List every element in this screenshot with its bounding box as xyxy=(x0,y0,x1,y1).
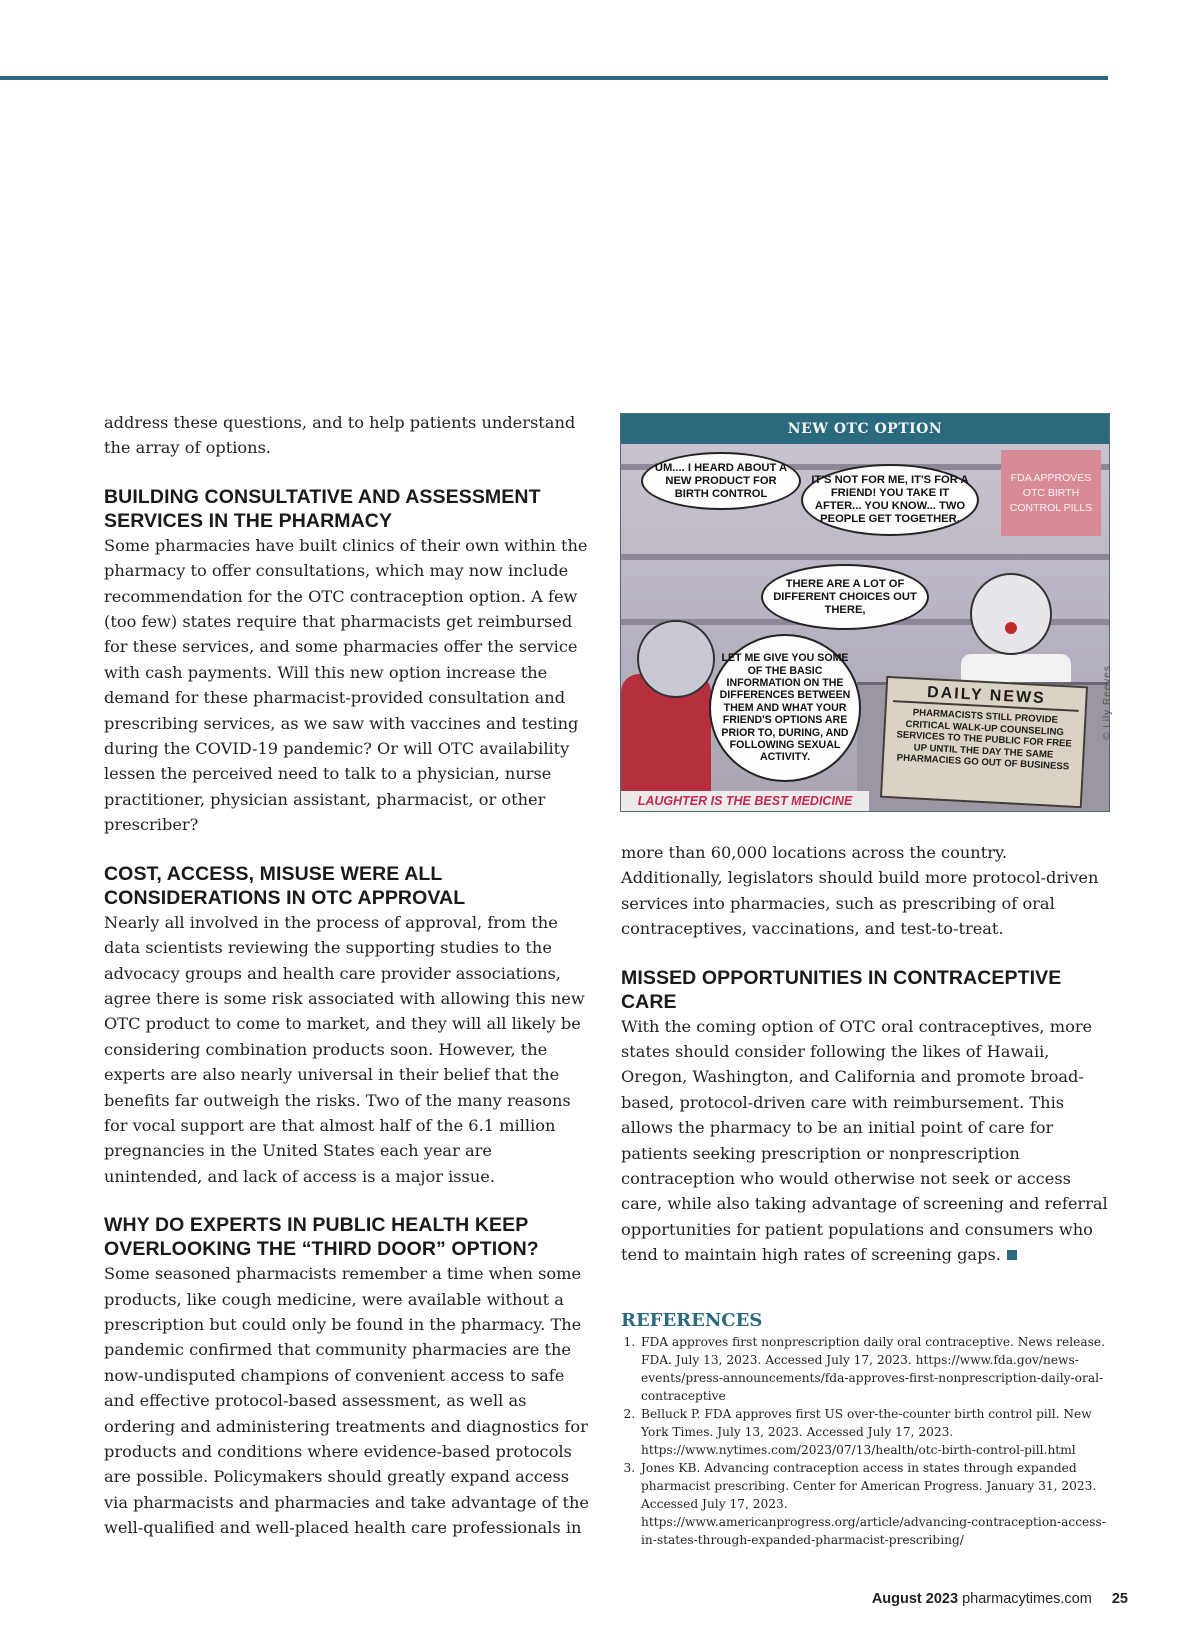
newspaper xyxy=(880,676,1088,808)
left-column xyxy=(104,410,591,1541)
footer-site: pharmacytimes.com xyxy=(962,1591,1092,1607)
end-of-article-mark xyxy=(1007,1250,1017,1260)
page-number: 25 xyxy=(1111,1591,1128,1607)
newspaper-text: PHARMACISTS STILL PROVIDE CRITICAL WALK-UP COUNSELING SERVICES TO THE PUBLIC FOR FREE UP UNTIL THE DAY THE SAME PHARMACIES GO OUT OF BUSINESS xyxy=(896,707,1073,773)
section-heading-third-door: WHY DO EXPERTS IN PUBLIC HEALTH KEEP OVERLOOKING THE “THIRD DOOR” OPTION? xyxy=(104,1214,539,1261)
section-body-missed-opportunities xyxy=(621,1014,1108,1268)
section-body-third-door: Some seasoned pharmacists remember a time when some products, like cough medicine, were available without a prescription but could only be found in the pharmacy. The pandemic confirmed that community pharmacies are the now-undisputed champions of convenient access to safe and effective protocol-based assessment, as well as ordering and administering treatments and diagnostics for products and conditions where evidence-based protocols are possible. Policymakers should greatly expand access via pharmacists and pharmacies and take advantage of the well-qualified and well-placed health care professionals in xyxy=(104,1264,589,1538)
section-heading-missed-opportunities: MISSED OPPORTUNITIES IN CONTRACEPTIVE CARE xyxy=(621,966,1062,1013)
right-column xyxy=(621,840,1108,1549)
comic-illustration xyxy=(620,413,1110,812)
section-body-consultative: Some pharmacies have built clinics of their own within the pharmacy to offer consultations, which may now include recommendation for the OTC contraception option. A few (too few) states require that pharmacists get reimbursed for these services, and some pharmacies offer the service with cash payments. Will this new option increase the demand for these pharmacist-provided consultation and prescribing services, as we saw with vaccines and testing during the COVID-19 pandemic? Or will OTC availability lessen the perceived need to talk to a physician, nurse practitioner, physician assistant, pharmacist, or other prescriber? xyxy=(104,535,588,835)
footer-date: August 2023 xyxy=(871,1591,959,1607)
section-body-otc-approval: Nearly all involved in the process of approval, from the data scientists reviewing the supporting studies to the advocacy groups and health care provider associations, agree there is some risk associated with allowing this new OTC product to come to market, and they will all likely be considering combination products soon. However, the experts are also nearly universal in their belief that the benefits far outweigh the risks. Two of the many reasons for vocal support are that almost half of the 6.1 million pregnancies in the United States each year are unintended, and lack of access is a major issue. xyxy=(104,912,585,1186)
top-rule xyxy=(0,76,1108,80)
fda-sign: FDA APPROVES OTC BIRTH CONTROL PILLS xyxy=(1001,450,1101,536)
comic-banner: NEW OTC OPTION xyxy=(621,414,1109,444)
speech-bubble-pharmacist-1: THERE ARE A LOT OF DIFFERENT CHOICES OUT THERE, xyxy=(761,564,929,630)
pharmacist-head xyxy=(971,574,1051,654)
comic-caption: LAUGHTER IS THE BEST MEDICINE xyxy=(621,791,869,811)
page-footer xyxy=(872,1591,1128,1607)
section-heading-consultative: BUILDING CONSULTATIVE AND ASSESSMENT SERVICES IN THE PHARMACY xyxy=(104,485,541,532)
speech-bubble-pharmacist-2: LET ME GIVE YOU SOME OF THE BASIC INFORMATION ON THE DIFFERENCES BETWEEN THEM AND WHAT YOUR FRIEND'S OPTIONS ARE PRIOR TO, DURING, AND FOLLOWING SEXUAL ACTIVITY. xyxy=(709,634,861,782)
pharmacist-mouth xyxy=(1005,622,1017,634)
illustration-credit: © Lily Reeves xyxy=(1102,665,1113,740)
reference-item: 3. Jones KB. Advancing contraception access in states through expanded pharmacist prescribing. Center for American Progress. January 31, 2023. Accessed July 17, 2023. https://www.americanprogress.org/article/advancing-contraception-access-in-states-through-expanded-pharmacist-prescribing/ xyxy=(639,1459,1108,1549)
references-title: REFERENCES xyxy=(621,1309,763,1331)
reference-item: 2. Belluck P. FDA approves first US over-the-counter birth control pill. New York Times. July 13, 2023. Accessed July 17, 2023. https://www.nytimes.com/2023/07/13/health/otc-birth-control-pill.html xyxy=(639,1405,1108,1459)
references-list xyxy=(621,1333,1108,1549)
continuation-paragraph: more than 60,000 locations across the country. Additionally, legislators should build more protocol-driven services into pharmacies, such as prescribing of oral contraceptives, vaccinations, and test-to-treat. xyxy=(621,843,1099,939)
reference-item: 1. FDA approves first nonprescription daily oral contraceptive. News release. FDA. July 13, 2023. Accessed July 17, 2023. https://www.fda.gov/news-events/press-announcements/fda-approves-first-nonprescription-daily-oral-contraceptive xyxy=(639,1333,1108,1405)
speech-bubble-customer-1: UM.... I HEARD ABOUT A NEW PRODUCT FOR BIRTH CONTROL xyxy=(641,452,801,510)
customer-head xyxy=(638,621,714,697)
speech-bubble-customer-2: IT'S NOT FOR ME, IT'S FOR A FRIEND! YOU TAKE IT AFTER... YOU KNOW... TWO PEOPLE GET TOGETHER. xyxy=(801,464,979,536)
comic-scene xyxy=(621,444,1109,811)
newspaper-title: DAILY NEWS xyxy=(893,682,1080,712)
intro-paragraph: address these questions, and to help patients understand the array of options. xyxy=(104,413,576,458)
section-heading-otc-approval: COST, ACCESS, MISUSE WERE ALL CONSIDERATIONS IN OTC APPROVAL xyxy=(104,862,466,909)
section-body-text: With the coming option of OTC oral contraceptives, more states should consider following the likes of Hawaii, Oregon, Washington, and California and promote broad-based, protocol-driven care with reimbursement. This allows the pharmacy to be an initial point of care for patients seeking prescription or nonprescription contraception who would otherwise not seek or access care, while also taking advantage of screening and referral opportunities for patient populations and consumers who tend to maintain high rates of screening gaps. xyxy=(621,1016,1108,1265)
